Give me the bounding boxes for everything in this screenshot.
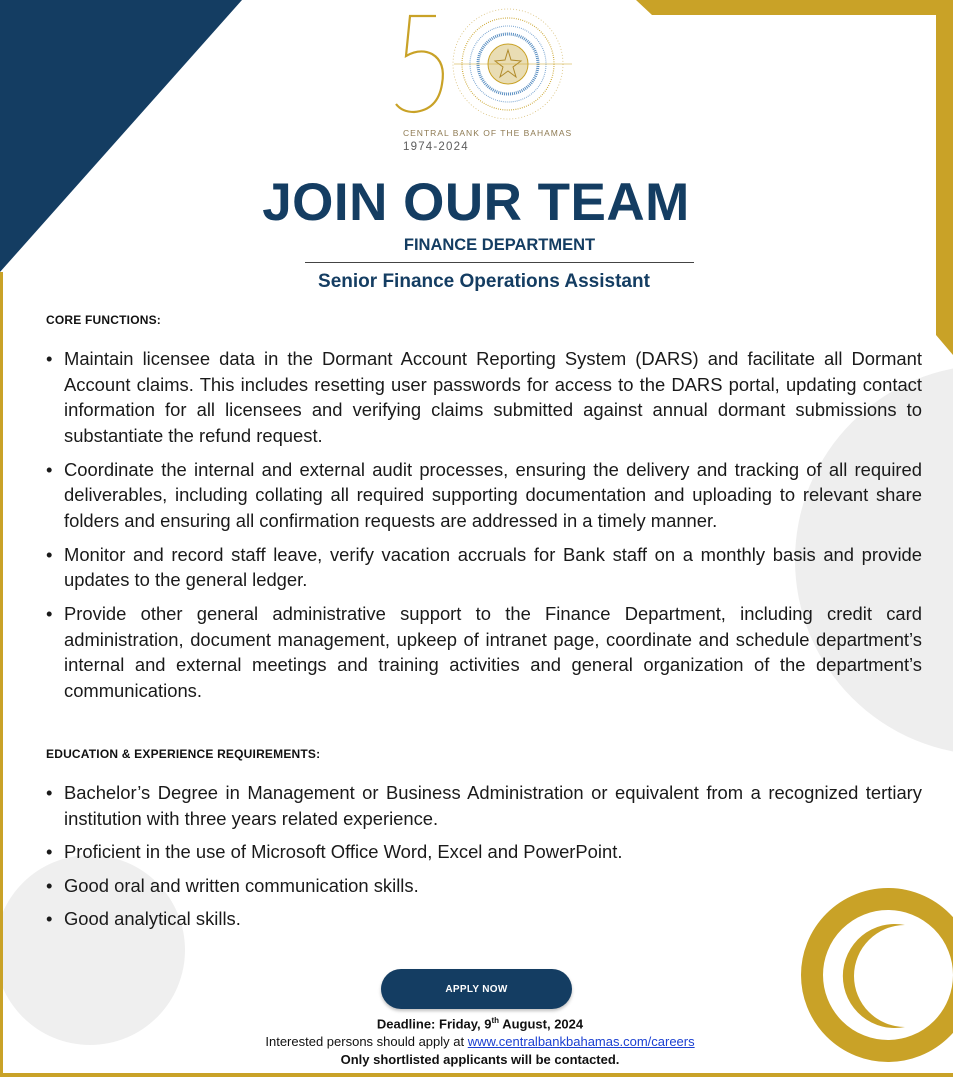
deadline-prefix: Deadline: Friday, 9: [376, 1016, 492, 1032]
list-item: • Coordinate the internal and external audit processes, ensuring the delivery and tracking of all required deliverables, including collating all required supporting documentation and uploading to relevant share folders and ensuring all confirmation requests are addressed in a timely manner.: [46, 457, 922, 534]
education-list: [46, 780, 922, 940]
list-item: • Monitor and record staff leave, verify vacation accruals for Bank staff on a monthly basis and provide updates to the general ledger.: [46, 542, 922, 593]
list-item: • Provide other general administrative support to the Finance Department, including credit card administration, document management, upkeep of intranet page, coordinate and schedule department’s internal and external meetings and training activities and general organization of the department’s communications.: [46, 601, 922, 703]
department-divider: [305, 262, 694, 263]
deadline-text: [180, 1016, 780, 1031]
apply-now-button[interactable]: APPLY NOW: [381, 969, 572, 1009]
apply-instructions-text: Interested persons should apply at: [265, 1034, 468, 1049]
logo-caption: CENTRAL BANK OF THE BAHAMAS: [403, 128, 573, 138]
job-title: Senior Finance Operations Assistant: [318, 271, 650, 292]
core-functions-list: [46, 346, 922, 712]
numeral-five-icon: [396, 16, 443, 112]
deadline-ordinal: th: [491, 1016, 500, 1025]
careers-link[interactable]: www.centralbankbahamas.com/careers: [467, 1034, 695, 1049]
deadline-suffix: August, 2024: [499, 1016, 584, 1032]
core-functions-heading: CORE FUNCTIONS:: [46, 313, 161, 327]
apply-instructions: [180, 1034, 780, 1049]
list-item: • Bachelor’s Degree in Management or Business Administration or equivalent from a recognized tertiary institution with three years related experience.: [46, 780, 922, 831]
logo-years: 1974-2024: [403, 141, 469, 153]
list-item: • Good analytical skills.: [46, 906, 922, 932]
list-item: • Good oral and written communication skills.: [46, 873, 922, 899]
list-item: • Proficient in the use of Microsoft Office Word, Excel and PowerPoint.: [46, 839, 922, 865]
department-title: FINANCE DEPARTMENT: [403, 236, 596, 254]
sand-dollar-sunburst-icon: [453, 9, 572, 119]
shortlist-note: Only shortlisted applicants will be contacted.: [340, 1052, 620, 1067]
education-heading: EDUCATION & EXPERIENCE REQUIREMENTS:: [46, 747, 321, 761]
headline: JOIN OUR TEAM: [262, 173, 690, 232]
list-item: • Maintain licensee data in the Dormant Account Reporting System (DARS) and facilitate all Dormant Account claims. This includes resetting user passwords for access to the DARS portal, updating contact information for all licensees and verifying claims submitted against annual dormant submissions to substantiate the refund request.: [46, 346, 922, 448]
